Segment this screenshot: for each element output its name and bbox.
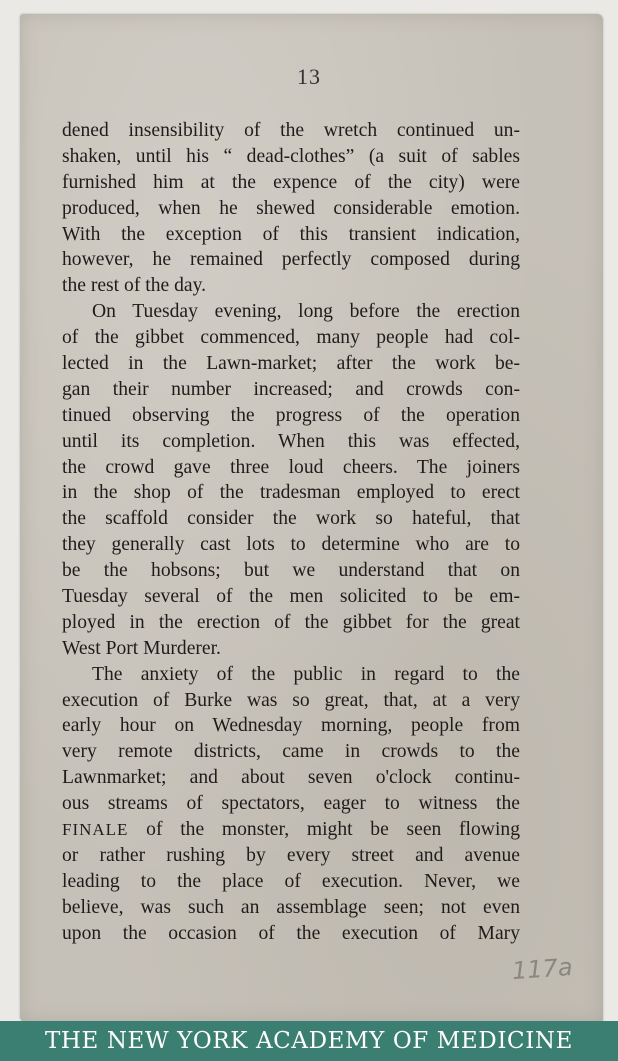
text-line: believe, was such an assemblage seen; not even [62, 896, 520, 918]
text-line: West Port Murderer. [62, 637, 221, 659]
text-line: With the exception of this transient indication, [62, 223, 520, 245]
text-line: produced, when he shewed considerable emotion. [62, 197, 520, 219]
text-line: shaken, until his “ dead-clothes” (a suit of sables [62, 145, 520, 167]
text-line: upon the occasion of the execution of Mary [62, 922, 520, 944]
body-text [62, 118, 520, 947]
text-line: gan their number increased; and crowds con- [62, 378, 520, 400]
text-line: the rest of the day. [62, 275, 206, 297]
text-line: ployed in the erection of the gibbet for the great [62, 611, 520, 633]
text-line: tinued observing the progress of the operation [62, 404, 520, 426]
text-line: however, he remained perfectly composed during [62, 249, 520, 271]
text-line: leading to the place of execution. Never, we [62, 870, 520, 892]
text-line: be the hobsons; but we understand that on [62, 560, 520, 582]
footer-institution-name: THE NEW YORK ACADEMY OF MEDICINE [44, 1028, 574, 1054]
text-line: ous streams of spectators, eager to witness the [62, 793, 520, 815]
text-line: FINALE of the monster, might be seen flowing [62, 819, 520, 841]
text-line: furnished him at the expence of the city) were [62, 171, 520, 193]
text-line: very remote districts, came in crowds to the [62, 741, 520, 763]
text-line: On Tuesday evening, long before the erection [92, 301, 520, 323]
text-line: The anxiety of the public in regard to the [92, 663, 520, 685]
text-line: early hour on Wednesday morning, people from [62, 715, 520, 737]
text-line: or rather rushing by every street and avenue [62, 844, 520, 866]
text-line: the crowd gave three loud cheers. The joiners [62, 456, 520, 478]
institution-footer [0, 1021, 618, 1061]
text-line: of the gibbet commenced, many people had col- [62, 327, 520, 349]
emphasis-word: FINALE [62, 820, 129, 840]
page-number: 13 [297, 64, 321, 89]
text-line: they generally cast lots to determine who are to [62, 534, 520, 556]
text-line: execution of Burke was so great, that, at a very [62, 689, 520, 711]
text-line: lected in the Lawn-market; after the work be- [62, 353, 520, 375]
text-line: dened insensibility of the wretch continued un- [62, 120, 520, 141]
text-line: in the shop of the tradesman employed to erect [62, 482, 520, 504]
text-line: until its completion. When this was effected, [62, 430, 520, 452]
pencil-annotation: 117a [511, 952, 574, 986]
text-line: the scaffold consider the work so hateful, that [62, 508, 520, 530]
text-line: Tuesday several of the men solicited to be em- [62, 586, 520, 608]
text-line: Lawnmarket; and about seven o'clock continu- [62, 767, 520, 789]
